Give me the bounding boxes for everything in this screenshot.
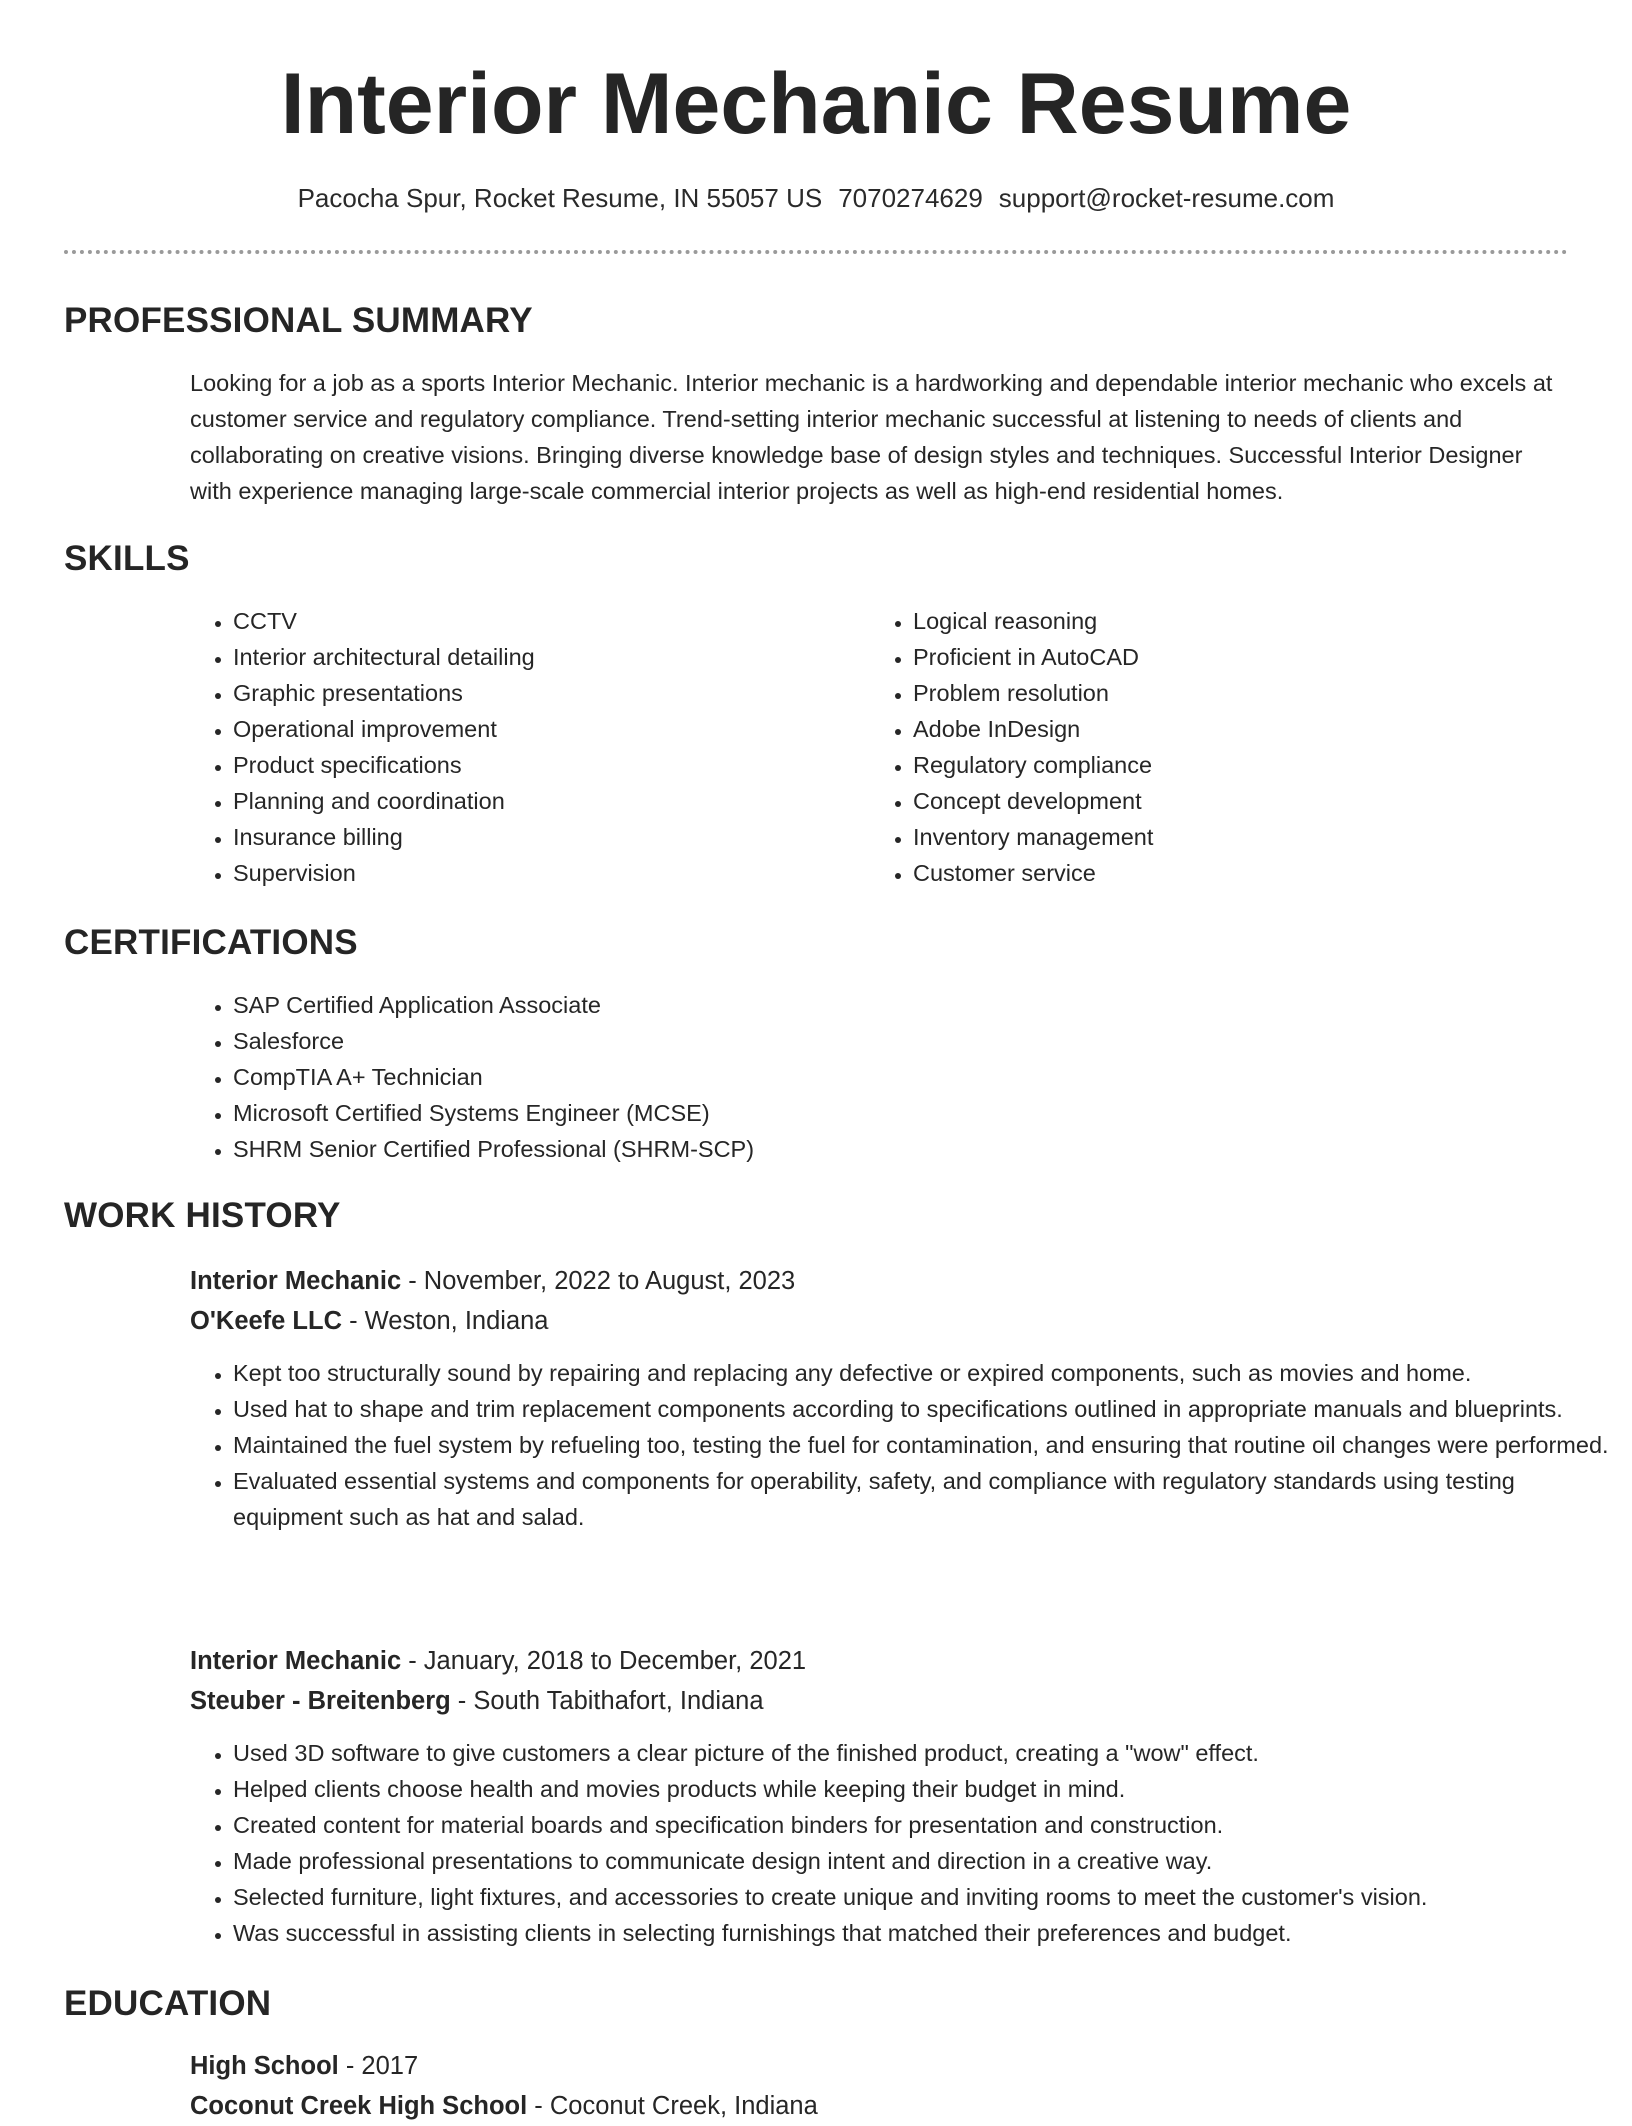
list-item: • Maintained the fuel system by refueling too, testing the fuel for contamination, and ensuring that routine oil changes were performed. xyxy=(233,1427,1613,1463)
job-1-bullets xyxy=(190,1355,1613,1535)
job-2-bullets xyxy=(190,1735,1613,1951)
contact-line xyxy=(0,181,1632,215)
list-item: • CCTV xyxy=(233,603,853,639)
education-school-line xyxy=(190,2086,818,2126)
skills-list-left xyxy=(190,603,853,891)
list-item: • Salesforce xyxy=(233,1023,1533,1059)
list-item: • Operational improvement xyxy=(233,711,853,747)
list-item: • Adobe InDesign xyxy=(913,711,1533,747)
job-1-title: Interior Mechanic xyxy=(190,1267,402,1295)
list-item: • Created content for material boards and specification binders for presentation and construction. xyxy=(233,1807,1613,1843)
list-item: • Microsoft Certified Systems Engineer (MCSE) xyxy=(233,1095,1533,1131)
job-2-dates: - January, 2018 to December, 2021 xyxy=(401,1647,807,1675)
education-heading: EDUCATION xyxy=(64,1984,272,2023)
list-item: • Selected furniture, light fixtures, and accessories to create unique and inviting rooms to meet the customer's vision. xyxy=(233,1879,1613,1915)
skills-heading: SKILLS xyxy=(64,539,190,578)
list-item: • Was successful in assisting clients in selecting furnishings that matched their preferences and budget. xyxy=(233,1915,1613,1951)
list-item: • Used hat to shape and trim replacement components according to specifications outlined in appropriate manuals and blueprints. xyxy=(233,1391,1613,1427)
summary-heading: PROFESSIONAL SUMMARY xyxy=(64,301,533,340)
job-1-company: O'Keefe LLC xyxy=(190,1307,343,1335)
list-item: • Made professional presentations to communicate design intent and direction in a creative way. xyxy=(233,1843,1613,1879)
job-1-company-line xyxy=(190,1301,549,1341)
job-2-company: Steuber - Breitenberg xyxy=(190,1687,451,1715)
list-item: • CompTIA A+ Technician xyxy=(233,1059,1533,1095)
list-item: • Graphic presentations xyxy=(233,675,853,711)
job-1-location: - Weston, Indiana xyxy=(342,1307,549,1335)
education-location: - Coconut Creek, Indiana xyxy=(527,2092,818,2120)
summary-text: Looking for a job as a sports Interior Mechanic. Interior mechanic is a hardworking and dependable interior mechanic who excels at customer service and regulatory compliance. Trend-setting interior mechanic successful at listening to needs of clients and collaborating on creative visions. Bringing diverse knowledge base of design styles and techniques. Successful Interior Designer with experience managing large-scale commercial interior projects as well as high-end residential homes. xyxy=(190,370,1553,504)
list-item: • Customer service xyxy=(913,855,1533,891)
list-item: • Insurance billing xyxy=(233,819,853,855)
list-item: • Helped clients choose health and movies products while keeping their budget in mind. xyxy=(233,1771,1613,1807)
certifications-heading: CERTIFICATIONS xyxy=(64,923,358,962)
job-1-dates: - November, 2022 to August, 2023 xyxy=(401,1267,796,1295)
contact-phone[interactable]: 7070274629 xyxy=(838,183,983,213)
certifications-list xyxy=(190,987,1533,1167)
resume-name: Interior Mechanic Resume xyxy=(280,56,1352,152)
header-divider xyxy=(64,250,1568,254)
list-item: • Interior architectural detailing xyxy=(233,639,853,675)
job-2-location: - South Tabithafort, Indiana xyxy=(450,1687,764,1715)
list-item: • Product specifications xyxy=(233,747,853,783)
list-item: • Supervision xyxy=(233,855,853,891)
list-item: • Concept development xyxy=(913,783,1533,819)
contact-address: Pacocha Spur, Rocket Resume, IN 55057 US xyxy=(297,183,823,213)
skills-list-right xyxy=(870,603,1533,891)
list-item: • Kept too structurally sound by repairing and replacing any defective or expired components, such as movies and home. xyxy=(233,1355,1613,1391)
list-item: • Regulatory compliance xyxy=(913,747,1533,783)
list-item: • Used 3D software to give customers a clear picture of the finished product, creating a "wow" effect. xyxy=(233,1735,1613,1771)
list-item: • Logical reasoning xyxy=(913,603,1533,639)
job-1-title-line xyxy=(190,1261,795,1301)
education-year: - 2017 xyxy=(338,2052,419,2080)
list-item: • Inventory management xyxy=(913,819,1533,855)
list-item: • SHRM Senior Certified Professional (SHRM-SCP) xyxy=(233,1131,1533,1167)
list-item: • Proficient in AutoCAD xyxy=(913,639,1533,675)
education-degree: High School xyxy=(190,2052,339,2080)
job-2-title: Interior Mechanic xyxy=(190,1647,402,1675)
job-2-title-line xyxy=(190,1641,806,1681)
list-item: • Planning and coordination xyxy=(233,783,853,819)
education-school: Coconut Creek High School xyxy=(190,2092,528,2120)
work-history-heading: WORK HISTORY xyxy=(64,1196,341,1235)
job-2-company-line xyxy=(190,1681,764,1721)
contact-email[interactable]: support@rocket-resume.com xyxy=(998,183,1335,213)
list-item: • SAP Certified Application Associate xyxy=(233,987,1533,1023)
list-item: • Problem resolution xyxy=(913,675,1533,711)
list-item: • Evaluated essential systems and components for operability, safety, and compliance with regulatory standards using testing equipment such as hat and salad. xyxy=(233,1463,1613,1535)
education-degree-line xyxy=(190,2046,418,2086)
